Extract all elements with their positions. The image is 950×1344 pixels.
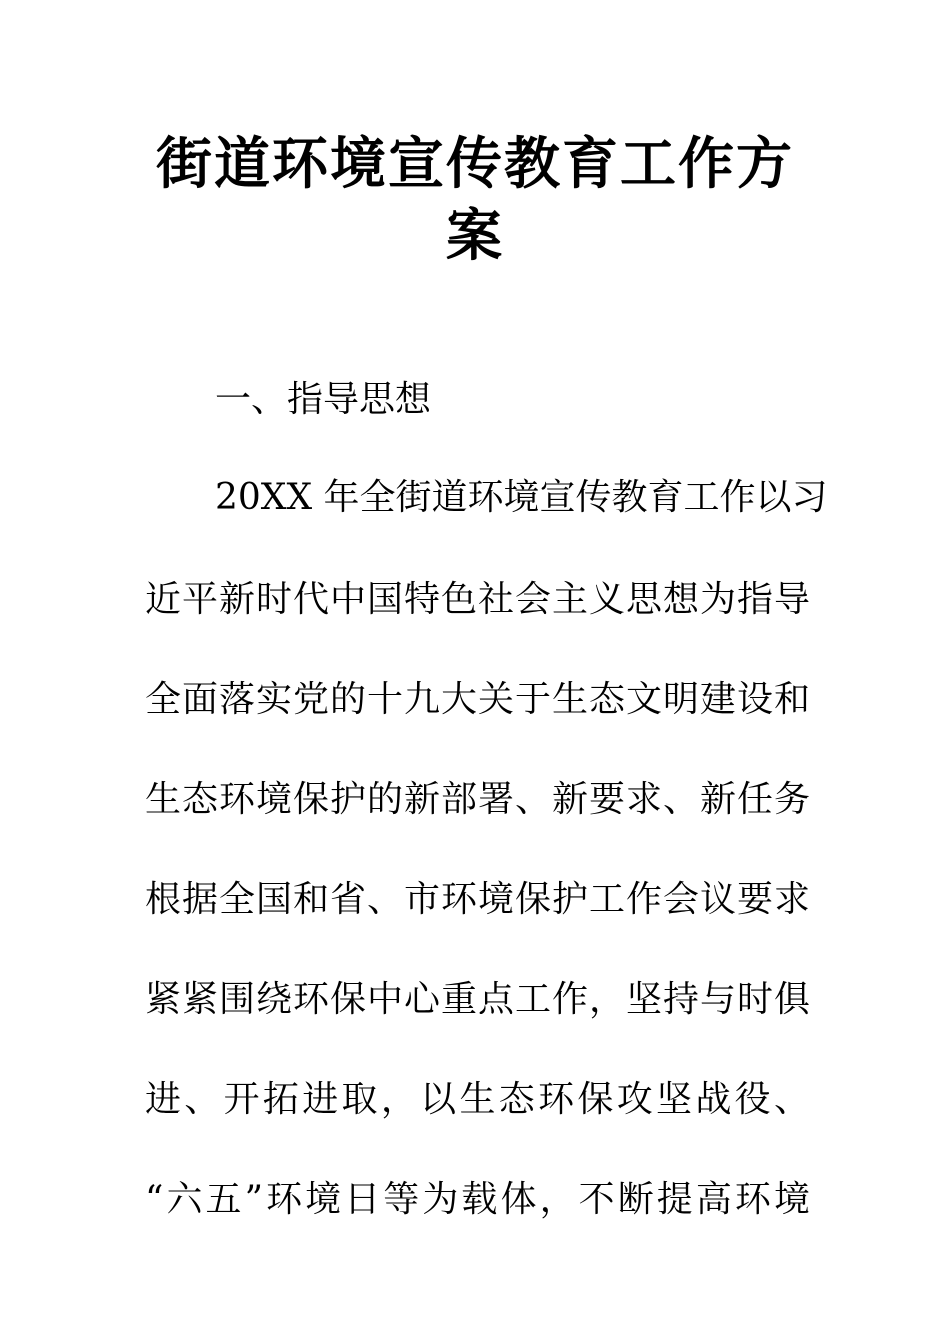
- document-title-line-1: 街道环境宣传教育工作方: [156, 131, 794, 197]
- document-title: [145, 128, 805, 272]
- body-line-5: 根据全国和省、市环境保护工作会议要求: [145, 879, 810, 920]
- body-line-2: 近平新时代中国特色社会主义思想为指导: [145, 579, 810, 620]
- body-line-3: 全面落实党的十九大关于生态文明建设和: [145, 679, 810, 720]
- document-title-line-2: 案: [446, 203, 504, 269]
- section-heading: 一、指导思想: [215, 379, 432, 420]
- body-line-7: 进、开拓进取，以生态环保攻坚战役、: [145, 1079, 810, 1120]
- body-line-1: 20XX 年全街道环境宣传教育工作以习: [215, 477, 828, 518]
- body-line-6: 紧紧围绕环保中心重点工作，坚持与时俱: [145, 979, 810, 1020]
- body-line-8: “六五”环境日等为载体，不断提高环境: [145, 1179, 810, 1220]
- body-line-4: 生态环境保护的新部署、新要求、新任务: [145, 779, 810, 820]
